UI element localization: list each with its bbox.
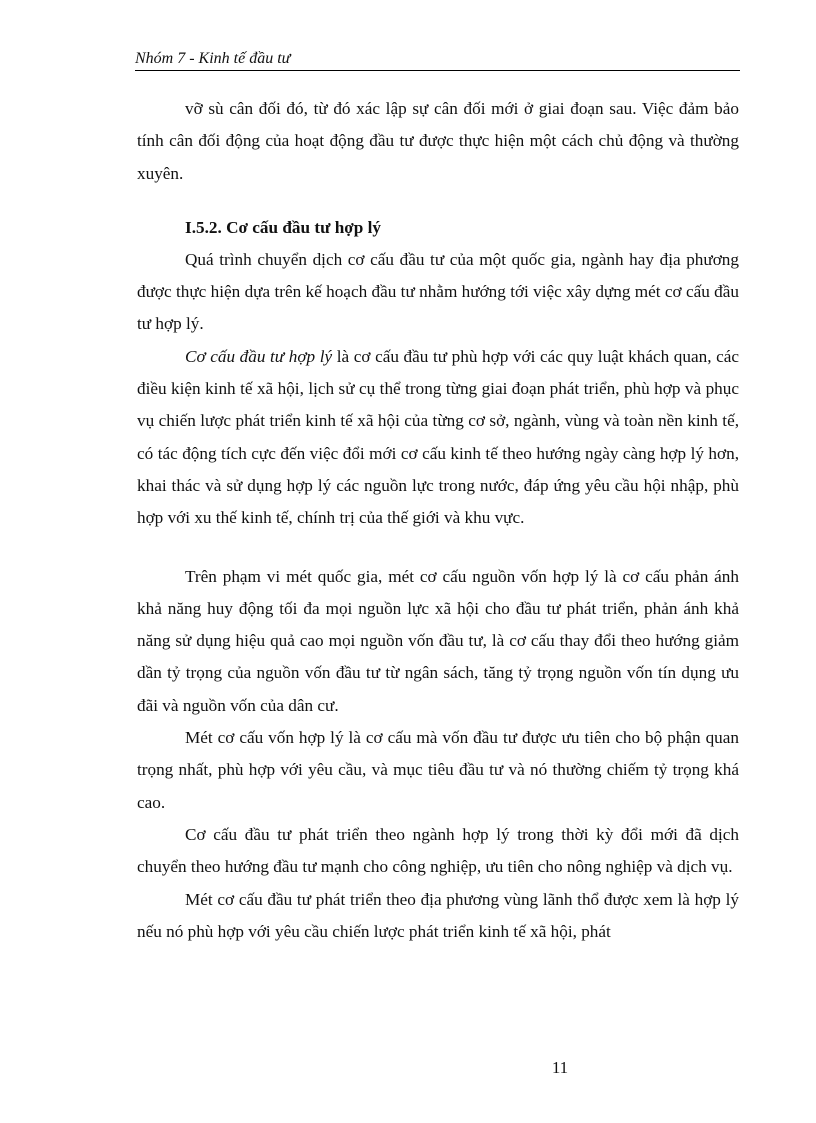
paragraph-continuation: vỡ sù cân đối đó, từ đó xác lập sự cân đối mới ở giai đoạn sau. Việc đảm bảo tính cân đối động của hoạt động đầu tư được thực hiện một cách chủ động và thường xuyên. [137, 99, 739, 183]
document-body [137, 93, 739, 948]
paragraph: Cơ cấu đầu tư phát triển theo ngành hợp lý trong thời kỳ đổi mới đã dịch chuyển theo hướng đầu tư mạnh cho công nghiệp, ưu tiên cho nông nghiệp và dịch vụ. [137, 824, 739, 877]
paragraph: Trên phạm vi mét quốc gia, mét cơ cấu nguồn vốn hợp lý là cơ cấu phản ánh khả năng huy động tối đa mọi nguồn lực xã hội cho đầu tư phát triển, phản ánh khả năng sử dụng hiệu quả cao mọi nguồn vốn đầu tư, là cơ cấu thay đổi theo hướng giảm dần tỷ trọng của nguồn vốn đầu tư từ ngân sách, tăng tỷ trọng nguồn vốn tín dụng ưu đãi và nguồn vốn của dân cư. [137, 566, 739, 715]
running-header: Nhóm 7 - Kinh tế đầu tư [135, 48, 740, 71]
paragraph-definition [137, 341, 739, 535]
page-number: 11 [551, 1058, 569, 1077]
definition-text: là cơ cấu đầu tư phù hợp với các quy luật khách quan, các điều kiện kinh tế xã hội, lịch sử cụ thể trong từng giai đoạn phát triển, phù hợp và phục vụ chiến lược phát triển kinh tế xã hội của từng cơ sở, ngành, vùng và toàn nền kinh tế, có tác động tích cực đến việc đổi mới cơ cấu kinh tế theo hướng ngày càng hợp lý hơn, khai thác và sử dụng hợp lý các nguồn lực trong nước, đáp ứng yêu cầu hội nhập, phù hợp với xu thế kinh tế, chính trị của thế giới và khu vực. [137, 346, 740, 528]
defined-term: Cơ cấu đầu tư hợp lý [185, 346, 333, 366]
spacer [137, 190, 739, 212]
paragraph: Quá trình chuyển dịch cơ cấu đầu tư của một quốc gia, ngành hay địa phương được thực hiện dựa trên kế hoạch đầu tư nhằm hướng tới việc xây dựng mét cơ cấu đầu tư hợp lý. [137, 249, 739, 334]
paragraph: Mét cơ cấu vốn hợp lý là cơ cấu mà vốn đầu tư được ưu tiên cho bộ phận quan trọng nhất, phù hợp với yêu cầu, và mục tiêu đầu tư và nó thường chiếm tỷ trọng khá cao. [137, 728, 739, 812]
paragraph: Mét cơ cấu đầu tư phát triển theo địa phương vùng lãnh thổ được xem là hợp lý nếu nó phù hợp với yêu cầu chiến lược phát triển kinh tế xã hội, phát [137, 889, 739, 941]
section-heading: I.5.2. Cơ cấu đầu tư hợp lý [185, 217, 382, 237]
spacer [137, 535, 739, 561]
